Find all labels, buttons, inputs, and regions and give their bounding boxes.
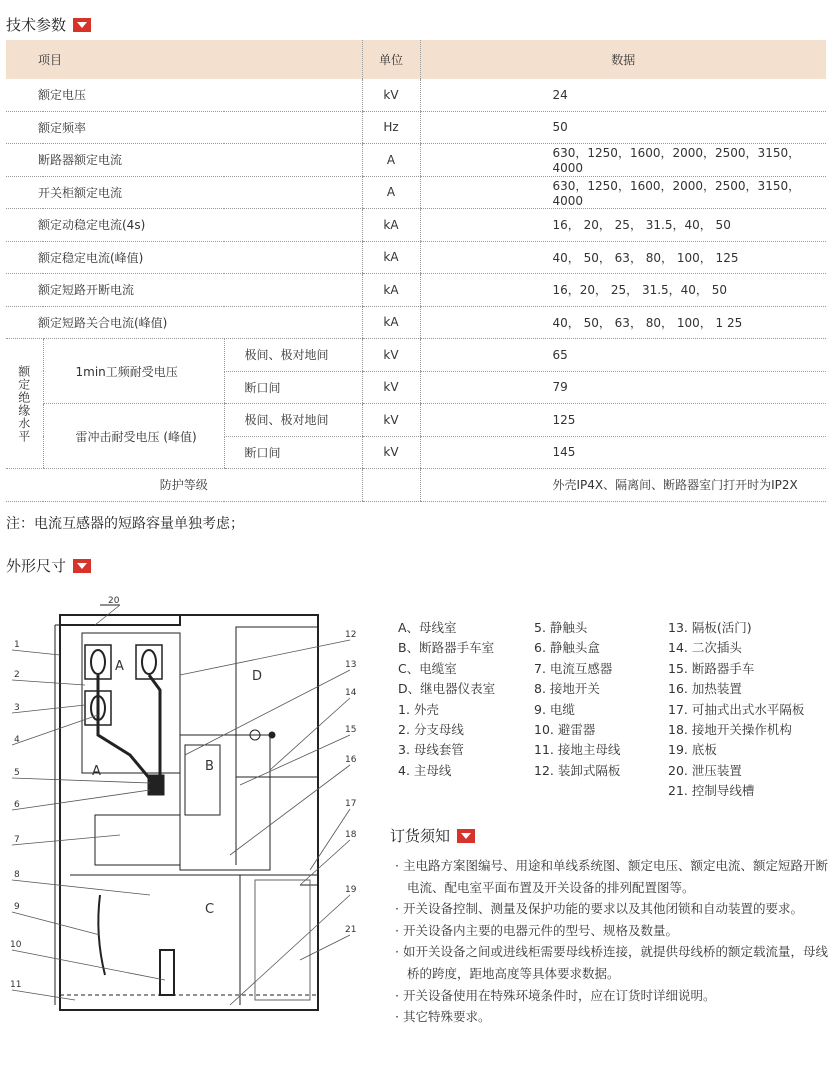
diagram-number-label: 20 (108, 596, 120, 606)
table-header: 项目 单位 数据 (6, 40, 826, 79)
table-row: 开关柜额定电流 A 630，1250，1600，2000，2500，3150，4000 (6, 176, 826, 209)
diagram-number-label: 4 (14, 735, 20, 745)
order-item: · 开关设备使用在特殊环境条件时，应在订货时详细说明。 (395, 987, 716, 1003)
diagram-number-label: 12 (345, 630, 357, 640)
triangle-down-icon (73, 559, 91, 573)
diagram-number-label: 14 (345, 688, 357, 698)
table-row: 断口间 kV 79 (6, 371, 826, 404)
legend-item: 14. 二次插头 (668, 640, 742, 656)
diagram-room-letter: A (92, 764, 101, 779)
diagram-number-label: 15 (345, 725, 357, 735)
legend-item: 11. 接地主母线 (534, 742, 621, 758)
diagram-number-label: 18 (345, 830, 357, 840)
insulation-label: 额定绝缘水平 (6, 339, 43, 469)
table-row: 雷冲击耐受电压 (峰值) 极间、极对地间 kV 125 (6, 404, 826, 437)
legend-col-1 (398, 618, 495, 781)
diagram-room-letter: D (252, 669, 263, 684)
diagram-number-label: 1 (14, 640, 20, 650)
spec-table (6, 40, 826, 502)
legend-item: 10. 避雷器 (534, 722, 596, 738)
section-title-dims: 外形尺寸 (6, 555, 91, 576)
legend-item: B、断路器手车室 (398, 640, 495, 656)
order-item: · 如开关设备之间或进线柜需要母线桥连接，就提供母线桥的额定载流量，母线桥的跨度，距地高度等具体要求数据。 (395, 944, 828, 981)
legend-item: 12. 装卸式隔板 (534, 762, 621, 778)
legend-item: 13. 隔板(活门) (668, 620, 752, 635)
order-list (395, 855, 831, 1028)
legend-item: 5. 静触头 (534, 620, 588, 635)
diagram-number-label: 13 (345, 660, 357, 670)
order-item: · 其它特殊要求。 (395, 1009, 491, 1025)
legend-item: 4. 主母线 (398, 762, 452, 778)
diagram-number-label: 3 (14, 703, 20, 713)
legend-item: 1. 外壳 (398, 701, 439, 717)
table-row: 额定频率 Hz 50 (6, 111, 826, 144)
legend-col-3 (668, 618, 804, 802)
diagram-room-letter: C (205, 902, 215, 917)
section-title-tech: 技术参数 (6, 14, 91, 35)
order-item: · 开关设备内主要的电器元件的型号、规格及数量。 (395, 922, 678, 938)
legend-item: 21. 控制导线槽 (668, 783, 755, 799)
order-item: · 开关设备控制、测量及保护功能的要求以及其他闭锁和自动装置的要求。 (395, 901, 803, 917)
order-item: · 主电路方案图编号、用途和单线系统图、额定电压、额定电流、额定短路开断电流、配电室平面布置及开关设备的排列配置图等。 (395, 858, 828, 895)
static-contact (148, 775, 164, 795)
table-row: 断路器额定电流 A 630，1250，1600，2000，2500，3150，4000 (6, 144, 826, 177)
diagram-number-label: 5 (14, 768, 20, 778)
legend-item: 15. 断路器手车 (668, 660, 755, 676)
diagram-number-label: 19 (345, 885, 357, 895)
diagram-number-label: 16 (345, 755, 357, 765)
diagram-room-letter: A (115, 659, 124, 674)
switchgear-diagram (0, 595, 380, 1025)
diagram-number-label: 11 (10, 980, 22, 990)
table-row: 额定动稳定电流(4s) kA 16， 20， 25， 31.5，40， 50 (6, 209, 826, 242)
table-row: 额定短路开断电流 kA 16，20， 25， 31.5，40， 50 (6, 274, 826, 307)
legend-item: 17. 可抽式出式水平隔板 (668, 701, 805, 717)
note: 注：电流互感器的短路容量单独考虑； (6, 516, 244, 532)
diagram-number-label: 7 (14, 835, 20, 845)
diagram-room-letter: B (205, 759, 214, 774)
legend-item: 3. 母线套管 (398, 742, 464, 758)
diagram-number-label: 2 (14, 670, 20, 680)
legend-item: 18. 接地开关操作机构 (668, 722, 792, 738)
legend-item: 7. 电流互感器 (534, 660, 613, 676)
legend-item: 20. 泄压装置 (668, 762, 742, 778)
legend-item: A、母线室 (398, 620, 457, 635)
legend-item: D、继电器仪表室 (398, 681, 496, 697)
table-row: 断口间 kV 145 (6, 436, 826, 469)
diagram-number-label: 9 (14, 902, 20, 912)
legend-col-2 (534, 618, 620, 781)
legend-item: 8. 接地开关 (534, 681, 600, 697)
legend-item: 19. 底板 (668, 742, 717, 758)
diagram-number-label: 6 (14, 800, 20, 810)
triangle-down-icon (457, 829, 475, 843)
diagram-number-label: 10 (10, 940, 22, 950)
table-row: 额定绝缘水平 1min工频耐受电压 极间、极对地间 kV 65 (6, 339, 826, 372)
diagram-number-label: 8 (14, 870, 20, 880)
triangle-down-icon (73, 18, 91, 32)
legend-item: 6. 静触头盒 (534, 640, 600, 656)
table-row: 额定短路关合电流(峰值) kA 40， 50， 63， 80， 100， 1 25 (6, 306, 826, 339)
table-row: 防护等级 外壳IP4X、隔离间、断路器室门打开时为IP2X (6, 469, 826, 502)
legend-item: 9. 电缆 (534, 701, 575, 717)
table-row: 额定稳定电流(峰值) kA 40， 50， 63， 80， 100， 125 (6, 241, 826, 274)
legend-item: 2. 分支母线 (398, 722, 464, 738)
diagram-number-label: 17 (345, 799, 357, 809)
legend-item: C、电缆室 (398, 660, 457, 676)
table-row: 额定电压 kV 24 (6, 79, 826, 111)
section-title-order: 订货须知 (390, 825, 475, 846)
diagram-number-label: 21 (345, 925, 357, 935)
legend-item: 16. 加热装置 (668, 681, 742, 697)
